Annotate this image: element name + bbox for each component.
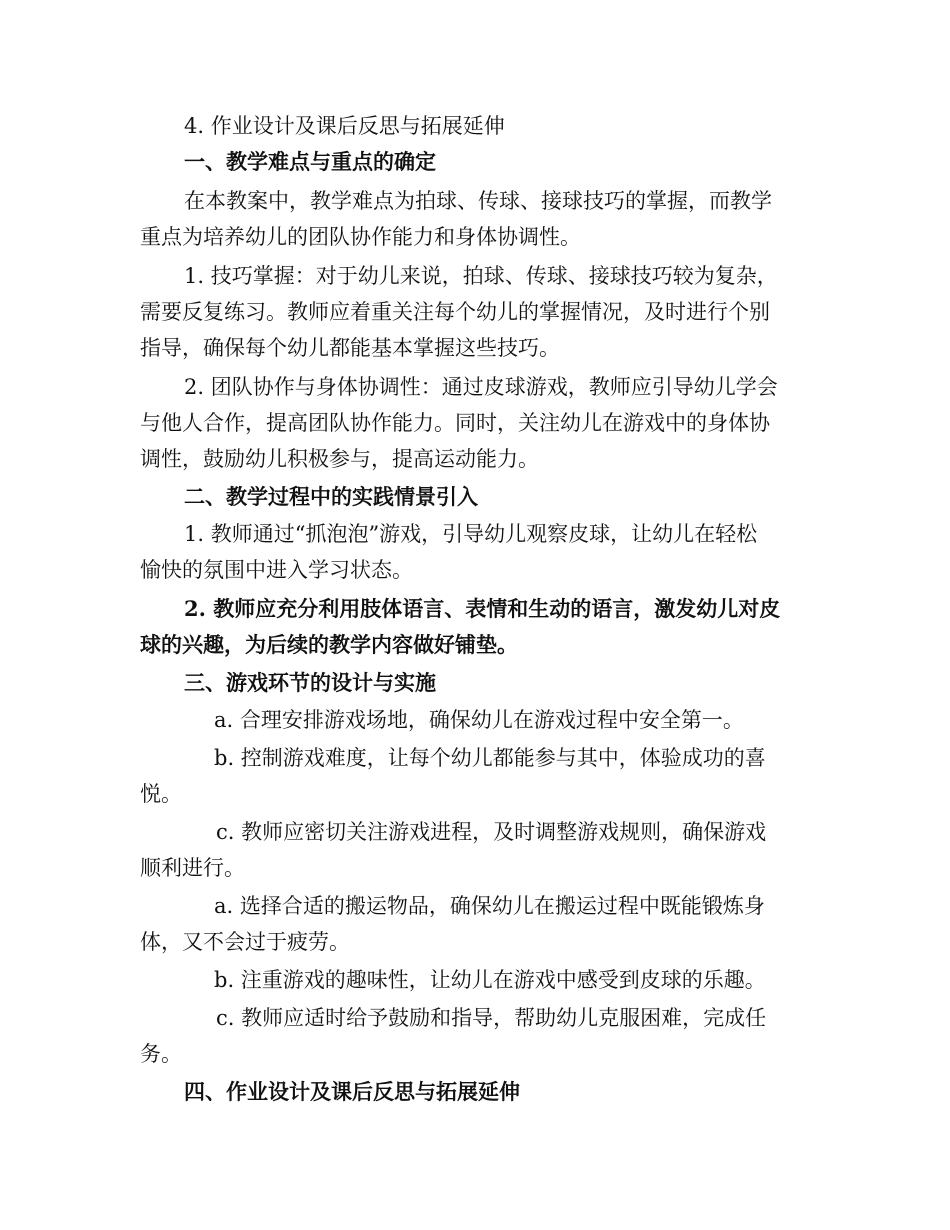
paragraph-line: 与他人合作，提高团队协作能力。同时，关注幼儿在游戏中的身体协 [140, 411, 770, 435]
heading-1: 一、教学难点与重点的确定 [184, 149, 436, 174]
paragraph-line: 需要反复练习。教师应着重关注每个幼儿的掌握情况，及时进行个别 [140, 300, 770, 324]
bold-paragraph-line: 球的兴趣，为后续的教学内容做好铺垫。 [140, 632, 518, 657]
list-item-line: 体，又不会过于疲劳。 [140, 930, 350, 954]
list-item-line: 务。 [140, 1042, 182, 1066]
section-reference: 4. 作业设计及课后反思与拓展延伸 [184, 114, 505, 138]
paragraph-line: 1. 教师通过“抓泡泡”游戏，引导幼儿观察皮球，让幼儿在轻松 [184, 522, 758, 546]
paragraph-line: 指导，确保每个幼儿都能基本掌握这些技巧。 [140, 336, 560, 360]
paragraph-line: 2. 团队协作与身体协调性：通过皮球游戏，教师应引导幼儿学会 [184, 375, 778, 399]
heading-3: 三、游戏环节的设计与实施 [184, 670, 436, 695]
heading-2: 二、教学过程中的实践情景引入 [184, 484, 478, 509]
heading-4: 四、作业设计及课后反思与拓展延伸 [184, 1079, 520, 1104]
paragraph-line: 1. 技巧掌握：对于幼儿来说，拍球、传球、接球技巧较为复杂， [184, 264, 778, 288]
paragraph-line: 愉快的氛围中进入学习状态。 [140, 558, 413, 582]
list-item-line: b. 控制游戏难度，让每个幼儿都能参与其中，体验成功的喜 [214, 746, 766, 770]
list-item-line: c. 教师应适时给予鼓励和指导，帮助幼儿克服困难，完成任 [216, 1006, 767, 1030]
paragraph-line: 重点为培养幼儿的团队协作能力和身体协调性。 [140, 225, 581, 249]
bold-paragraph-line: 2. 教师应充分利用肢体语言、表情和生动的语言，激发幼儿对皮 [184, 596, 781, 621]
list-item-line: c. 教师应密切关注游戏进程，及时调整游戏规则，确保游戏 [216, 820, 767, 844]
list-item-line: a. 合理安排游戏场地，确保幼儿在游戏过程中安全第一。 [214, 708, 744, 732]
list-item-line: b. 注重游戏的趣味性，让幼儿在游戏中感受到皮球的乐趣。 [214, 968, 766, 992]
paragraph-line: 调性，鼓励幼儿积极参与，提高运动能力。 [140, 447, 539, 471]
paragraph-line: 在本教案中，教学难点为拍球、传球、接球技巧的掌握，而教学 [184, 189, 772, 213]
list-item-line: 顺利进行。 [140, 856, 245, 880]
list-item-line: 悦。 [140, 782, 182, 806]
list-item-line: a. 选择合适的搬运物品，确保幼儿在搬运过程中既能锻炼身 [214, 894, 765, 918]
